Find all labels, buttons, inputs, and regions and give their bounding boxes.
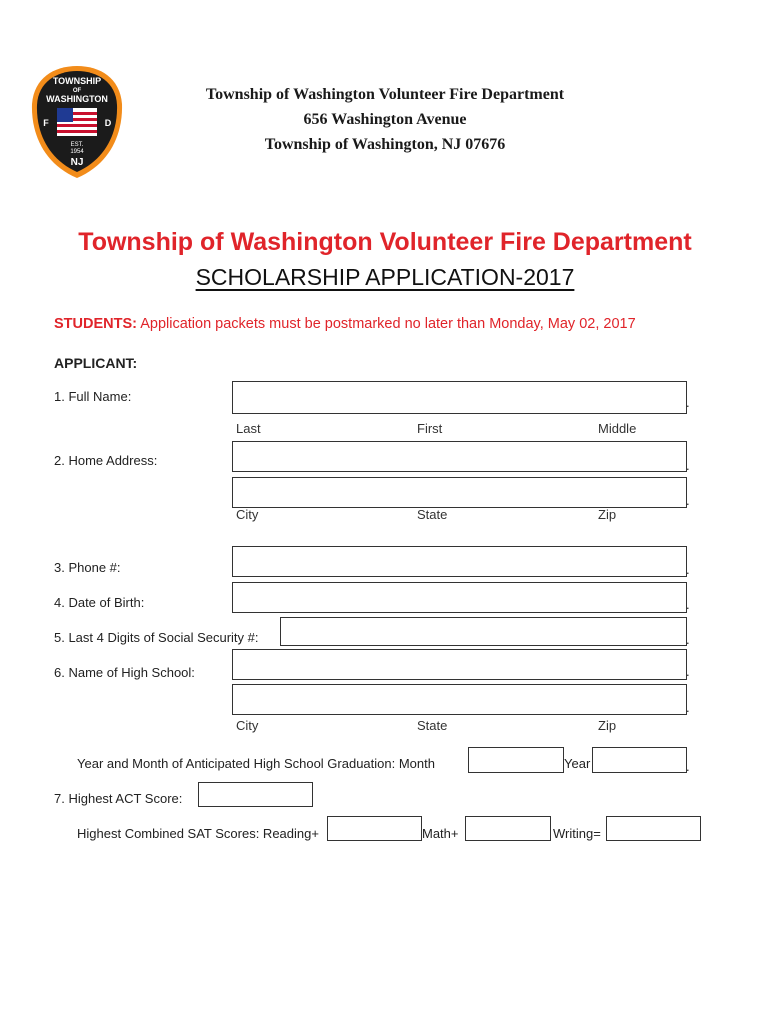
- ssn-field[interactable]: [280, 617, 687, 646]
- first-name-caption: First: [417, 421, 443, 436]
- header-line-1: Township of Washington Volunteer Fire Department: [205, 86, 565, 103]
- city-caption: City: [236, 507, 259, 522]
- graduation-year-field[interactable]: [592, 747, 687, 773]
- logo-est: EST.: [70, 142, 84, 148]
- header-line-3: Township of Washington, NJ 07676: [264, 136, 506, 153]
- city-state-zip-field[interactable]: [232, 477, 687, 508]
- logo-letter-d: D: [104, 118, 112, 128]
- sat-reading-field[interactable]: [327, 816, 422, 841]
- high-school-field[interactable]: [232, 649, 687, 680]
- dob-label: 4. Date of Birth:: [54, 595, 145, 610]
- graduation-month-field[interactable]: [468, 747, 564, 773]
- sat-reading-label: Highest Combined SAT Scores: Reading+: [77, 826, 319, 841]
- end-mark: .: [686, 597, 690, 612]
- full-name-field[interactable]: [232, 381, 687, 414]
- graduation-label: Year and Month of Anticipated High School Graduation: Month: [77, 756, 435, 771]
- end-mark: .: [686, 395, 690, 410]
- phone-label: 3. Phone #:: [54, 560, 121, 575]
- last-name-caption: Last: [236, 421, 261, 436]
- logo-text-top: TOWNSHIP: [52, 76, 102, 86]
- logo-year: 1954: [70, 149, 84, 155]
- end-mark: .: [686, 458, 690, 473]
- sat-math-label: Math+: [422, 826, 459, 841]
- act-score-field[interactable]: [198, 782, 313, 807]
- zip-caption: Zip: [598, 507, 617, 522]
- end-mark: .: [686, 700, 690, 715]
- end-mark: .: [686, 664, 690, 679]
- end-mark: .: [686, 562, 690, 577]
- phone-field[interactable]: [232, 546, 687, 577]
- school-zip-caption: Zip: [598, 718, 617, 733]
- state-caption: State: [417, 507, 448, 522]
- notice-text: Application packets must be postmarked no later than Monday, May 02, 2017: [136, 316, 636, 332]
- dob-field[interactable]: [232, 582, 687, 613]
- header-line-2: 656 Washington Avenue: [303, 111, 467, 128]
- ssn-label: 5. Last 4 Digits of Social Security #:: [54, 630, 259, 645]
- end-mark: .: [686, 632, 690, 647]
- school-city-caption: City: [236, 718, 259, 733]
- home-address-label: 2. Home Address:: [54, 453, 158, 468]
- applicant-heading: APPLICANT:: [54, 355, 138, 371]
- street-address-field[interactable]: [232, 441, 687, 472]
- middle-name-caption: Middle: [598, 421, 637, 436]
- logo-text-mid: WASHINGTON: [46, 94, 108, 104]
- sat-math-field[interactable]: [465, 816, 551, 841]
- fire-department-logo: [30, 64, 124, 180]
- subtitle-text: SCHOLARSHIP APPLICATION-2017: [195, 264, 575, 290]
- page-subtitle: [40, 264, 730, 291]
- sat-writing-label: Writing=: [553, 826, 601, 841]
- end-mark: .: [686, 759, 690, 774]
- full-name-label: 1. Full Name:: [54, 389, 132, 404]
- act-label: 7. Highest ACT Score:: [54, 791, 183, 806]
- graduation-year-label: Year: [564, 756, 591, 771]
- logo-letter-f: F: [43, 118, 49, 128]
- deadline-notice: [54, 316, 636, 332]
- logo-state: NJ: [70, 157, 84, 168]
- high-school-location-field[interactable]: [232, 684, 687, 715]
- logo-text-of: OF: [72, 88, 82, 94]
- high-school-label: 6. Name of High School:: [54, 665, 195, 680]
- school-state-caption: State: [417, 718, 448, 733]
- end-mark: .: [686, 493, 690, 508]
- notice-prefix: STUDENTS:: [54, 316, 137, 332]
- sat-writing-field[interactable]: [606, 816, 701, 841]
- page-title: Township of Washington Volunteer Fire Department: [78, 228, 692, 256]
